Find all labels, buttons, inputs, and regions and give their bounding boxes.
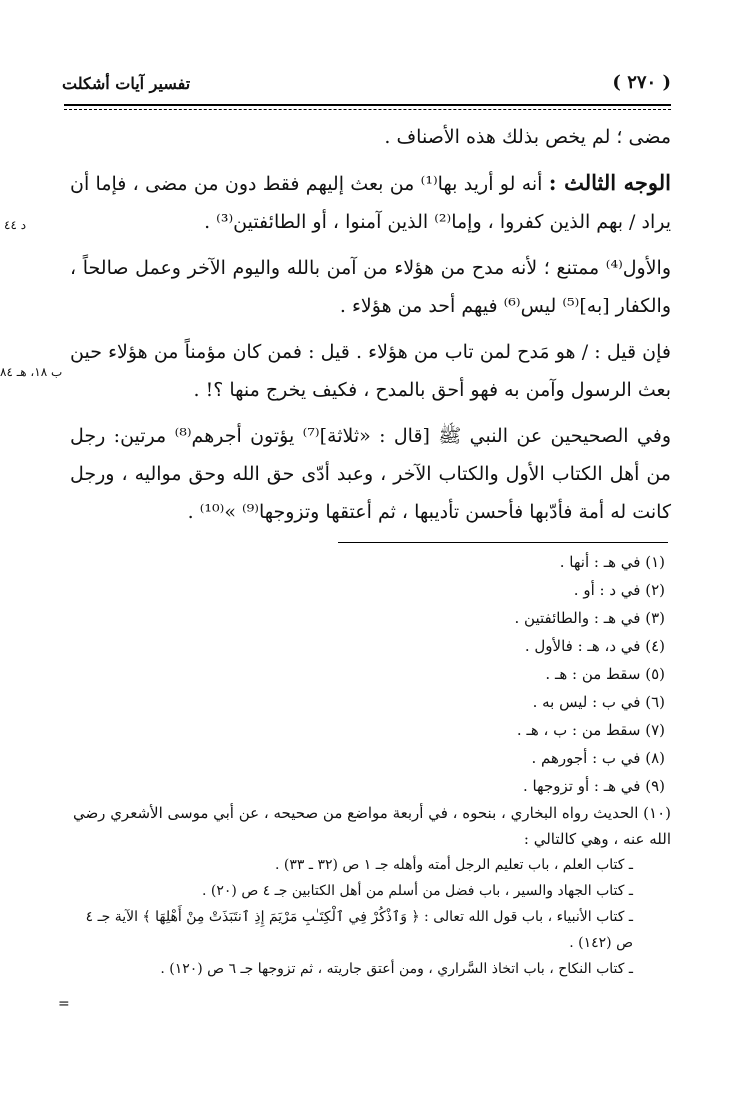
margin-note-2: ب ١٨، هـ ٨٤ [0, 365, 63, 379]
footnote-10-item-1: ـ كتاب العلم ، باب تعليم الرجل أمته وأهله جـ ١ ص (٣٢ ـ ٣٣) . [275, 857, 633, 873]
footnote-7: (٧) سقط من : ب ، هـ . [516, 721, 665, 739]
footnotes [70, 548, 671, 982]
paragraph-2 [70, 164, 671, 241]
side-mark: = [58, 996, 70, 1012]
footnote-3: (٣) في هـ : والطائفتين . [514, 609, 665, 627]
header-rule-dashed [64, 109, 671, 110]
footnote-separator [338, 542, 668, 543]
footnote-10: (١٠) الحديث رواه البخاري ، بنحوه ، في أربعة مواضع من صحيحه ، عن أبي موسى الأشعري رضي الله عنه ، وهي كالتالي : [72, 804, 671, 848]
footnote-1: (١) في هـ : أنها . [559, 553, 665, 571]
paragraph-2-text: أنه لو أريد بها⁽¹⁾ من بعث إليهم فقط دون من مضى ، فإما أن يراد / بهم الذين كفروا ، وإما⁽²⁾ الذين آمنوا ، أو الطائفتين⁽³⁾ . [70, 173, 671, 233]
footnote-10-item-2: ـ كتاب الجهاد والسير ، باب فضل من أسلم من أهل الكتابين جـ ٤ ص (٢٠) . [201, 883, 633, 899]
footnote-10-item-4: ـ كتاب النكاح ، باب اتخاذ السَّراري ، ومن أعتق جاريته ، ثم تزوجها جـ ٦ ص (١٢٠) . [160, 961, 633, 977]
margin-note-1: د ٤٤ [4, 218, 27, 232]
running-title: تفسير آيات أشكلت [62, 74, 191, 93]
footnote-8: (٨) في ب : أجورهم . [531, 749, 665, 767]
paragraph-1: مضى ؛ لم يخص بذلك هذه الأصناف . [384, 126, 671, 148]
body-text [70, 118, 671, 539]
paragraph-4: فإن قيل : / هو مَدح لمن تاب من هؤلاء . قيل : فمن كان مؤمناً من هؤلاء حين بعث الرسول وآمن به فهو أحق بالمدح ، فكيف يخرج منها ؟! . [70, 341, 671, 401]
footnote-9: (٩) في هـ : أو تزوجها . [522, 777, 665, 795]
page-header [62, 72, 671, 100]
footnote-4: (٤) في د، هـ : فالأول . [524, 637, 665, 655]
footnote-2: (٢) في د : أو . [573, 581, 665, 599]
footnote-5: (٥) سقط من : هـ . [545, 665, 665, 683]
page-number: ( ٢٧٠ ) [612, 72, 671, 93]
footnote-10-item-3: ـ كتاب الأنبياء ، باب قول الله تعالى : ﴿ وَٱذْكُرْ فِي ٱلْكِتَـٰبِ مَرْيَمَ إِذِ ٱنتَبَذَتْ مِنْ أَهْلِهَا ﴾ الآية جـ ٤ ص (١٤٢) . [85, 909, 633, 951]
paragraph-3: والأول⁽⁴⁾ ممتنع ؛ لأنه مدح من هؤلاء من آمن بالله واليوم الآخر وعمل صالحاً ، والكفار [به]⁽⁵⁾ ليس⁽⁶⁾ فيهم أحد من هؤلاء . [70, 257, 671, 317]
footnote-6: (٦) في ب : ليس به . [532, 693, 665, 711]
section-heading: الوجه الثالث : [548, 170, 671, 195]
paragraph-5: وفي الصحيحين عن النبي ﷺ [قال : «ثلاثة]⁽⁷⁾ يؤتون أجرهم⁽⁸⁾ مرتين: رجل من أهل الكتاب الأول والكتاب الآخر ، وعبد أدّى حق الله وحق مواليه ، ورجل كانت له أمة فأدّبها فأحسن تأديبها ، ثم أعتقها وتزوجها⁽⁹⁾ »⁽¹⁰⁾ . [70, 425, 672, 523]
header-rule [64, 104, 671, 106]
